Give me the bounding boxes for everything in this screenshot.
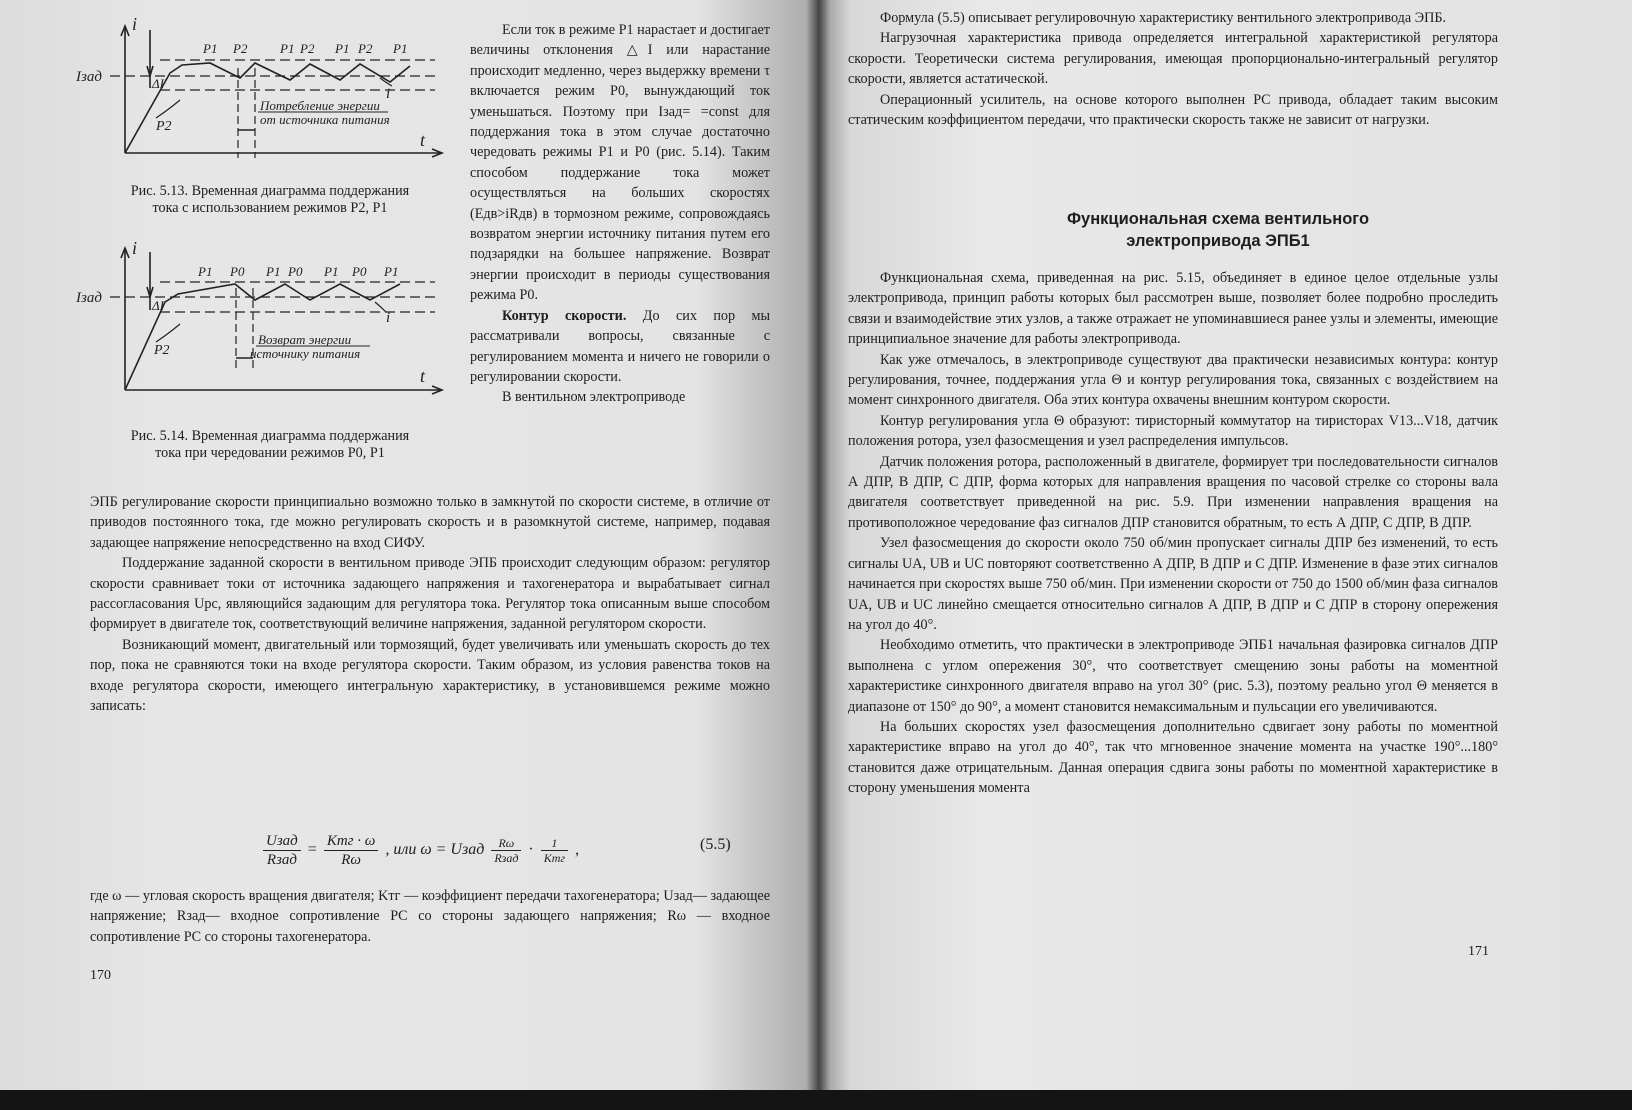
fig1-mode-5: P2 — [358, 41, 373, 56]
right-paragraph-6: Контур регулирования угла Θ образуют: тиристорный коммутатор на тиристорах V13...V18, датчик положения ротора, узел фазосмещения и узел распределения импульсов. — [848, 412, 1498, 450]
left-main-text — [90, 492, 770, 716]
right-top-text — [848, 8, 1498, 130]
fig2-annotation-line2: источнику питания — [250, 346, 361, 361]
fig2-annotation-line1: Возврат энергии — [258, 332, 352, 347]
fig2-i-zad-label: Iзад — [76, 290, 102, 306]
fig1-mode-2: P1 — [280, 41, 295, 56]
fig2-p2-label: P2 — [154, 343, 170, 358]
formula-rhs: $\frac{R\omega}{\text{Rзад}}$ — [491, 836, 521, 865]
right-paragraph-2: Нагрузочная характеристика привода определяется интегральной характеристикой регулятора скорости. Теоретически система регулирования, имеющая пропорционально-интегральный регулятор скорости, является астатической. — [848, 30, 1498, 88]
fig1-p2-label: P2 — [156, 119, 172, 134]
page-number-left: 170 — [90, 968, 111, 983]
formula-lhs: $\frac{\text{Uзад}}{\text{Rзад}}$ — [263, 832, 301, 869]
fig2-caption-line1: Рис. 5.14. Временная диаграмма поддержания — [130, 428, 410, 444]
right-paragraph-10: На больших скоростях узел фазосмещения дополнительно сдвигает зону работы по моментной характеристике вправо на угол до 40°, так что мгновенное значение момента на участке 190°...180° становится даже отрицательным. Данная операция сдвига зоны работы по моментной характеристике в сторону уменьшения момента — [848, 718, 1498, 797]
right-paragraph-8: Узел фазосмещения до скорости около 750 об/мин пропускает сигналы ДПР без изменений, то есть сигналы UA, UB и UC повторяют соответственно А ДПР, В ДПР и С ДПР. Изменение в фазе этих сигналов начинается при скоростях выше 750 об/мин. При изменении скорости от 750 до 1500 об/мин фаза сигналов UA, UB и UC линейно смещается относительно сигналов А ДПР, В ДПР и С ДПР в сторону опережения на угол до 40°. — [848, 535, 1498, 633]
fig1-mode-4: P1 — [335, 41, 350, 56]
section-heading-line1: Функциональная схема вентильного — [1066, 210, 1370, 228]
fig2-caption-line2: тока при чередовании режимов P0, P1 — [155, 445, 385, 461]
fig1-i-zad-label: Iзад — [76, 69, 102, 85]
fig2-delta-i-label: ΔI — [152, 298, 164, 313]
left-page — [0, 0, 818, 1090]
fig2-axis-i-label: i — [132, 240, 138, 258]
fig2-i-curve-label: i — [386, 310, 391, 326]
formula-number: (5.5) — [700, 836, 731, 853]
fig1-caption-line1: Рис. 5.13. Временная диаграмма поддержания — [130, 183, 410, 199]
left-main-text-2 — [90, 886, 770, 947]
fig1-annotation-line1: Потребление энергии — [260, 98, 380, 113]
formula-5-5: $\frac{\text{Uзад}}{\text{Rзад}}$ = $\frac{\text{Kтг · ω}}{R\omega}$ , или ω = Uзад $\frac{R\omega}{\text{Rзад}}$ · $\frac{1}{\text{Kтг}}$ , — [260, 832, 780, 878]
right-paragraph-1: Формула (5.5) описывает регулировочную характеристику вентильного электропривода ЭПБ. — [880, 10, 1447, 26]
right-paragraph-7: Датчик положения ротора, расположенный в двигателе, формирует три последовательности сигналов А ДПР, В ДПР, С ДПР, форма которых для направления вращения по часовой стрелке со стороны вала двигателя соответствует приведенной на рис. 5.9. При изменении направления вращения на противоположное чередование фаз сигналов ДПР становится обратным, то есть А ДПР, С ДПР, В ДПР. — [848, 453, 1498, 531]
right-page — [818, 0, 1632, 1090]
formula-dot: · — [528, 841, 534, 859]
main-paragraph-5: Возникающий момент, двигательный или тормозящий, будет увеличивать или уменьшать скорость до тех пор, пока не сравняются токи на входе регулятора скорости. Таким образом, из условия равенства токов на входе регулятора скорости, имеющего интегральную характеристику, в установившемся режиме можно записать: — [90, 636, 770, 715]
figure-5-14 — [70, 240, 460, 400]
section-heading-line2: электропривода ЭПБ1 — [1126, 232, 1310, 250]
fig2-mode-6: P1 — [384, 264, 399, 279]
fig2-mode-3: P0 — [288, 264, 303, 279]
page-number-right: 171 — [1468, 944, 1489, 959]
fig2-mode-1: P0 — [230, 264, 245, 279]
formula-comma: , — [575, 841, 580, 859]
figure-5-13 — [70, 18, 460, 178]
side-paragraph-2-text: До сих пор мы рассматривали вопросы, связанные с регулированием момента и ничего не говорили о регулировании скорости. — [470, 307, 771, 385]
side-paragraph-2 — [470, 306, 770, 388]
book-gutter — [806, 0, 830, 1110]
fig1-mode-1: P2 — [233, 41, 248, 56]
side-paragraph-3-start: В вентильном электроприводе — [502, 389, 686, 406]
fig1-caption-line2: тока с использованием режимов P2, P1 — [152, 200, 388, 216]
scan-bottom-edge — [0, 1090, 1632, 1110]
main-paragraph-3-cont: ЭПБ регулирование скорости принципиально возможно только в замкнутой по скорости системе, в отличие от приводов постоянного тока, где можно регулировать скорость и в разомкнутой системе, например, подавая задающее напряжение непосредственно на вход СИФУ. — [90, 494, 770, 551]
fig1-annotation-line2: от источника питания — [260, 112, 390, 127]
fig2-mode-0: P1 — [198, 264, 213, 279]
left-side-column — [470, 20, 770, 408]
right-main-text — [848, 268, 1498, 799]
fig1-mode-6: P1 — [393, 41, 408, 56]
fig1-axis-i-label: i — [132, 18, 138, 34]
figure-5-13-caption — [80, 183, 460, 217]
section-heading — [938, 208, 1498, 252]
fig2-mode-5: P0 — [352, 264, 367, 279]
fig1-axis-t-label: t — [420, 130, 426, 150]
fig1-mode-3: P2 — [300, 41, 315, 56]
fig2-axis-t-label: t — [420, 366, 426, 386]
fig1-mode-0: P1 — [203, 41, 218, 56]
right-paragraph-3: Операционный усилитель, на основе которого выполнен PC привода, обладает таким высоким статическим коэффициентом передачи, что практически скорость также не зависит от нагрузки. — [848, 91, 1498, 129]
right-paragraph-9: Необходимо отметить, что практически в электроприводе ЭПБ1 начальная фазировка сигналов ДПР выполнена с углом опережения 30°, что соответствует смещению зоны работы на моментной характеристике синхронного двигателя вправо на угол 30° (рис. 5.3), поэтому реально угол Θ меняется в диапазоне от 150° до 90°, а момент становится немаксимальным и пульсации его увеличиваются. — [848, 637, 1498, 715]
right-paragraph-5: Как уже отмечалось, в электроприводе существуют два практически независимых контура: контур регулирования, точнее, поддержания угла Θ и контур регулирования тока, связанных с воздействием на момент синхронного двигателя. Оба этих контура охвачены внешним контуром скорости. — [848, 351, 1498, 409]
main-paragraph-6: где ω — угловая скорость вращения двигателя; Kтг — коэффициент передачи тахогенератора; Uзад— задающее напряжение; Rзад— входное сопротивление PC со стороны задающего напряжения; Rω — входное сопротивление PC со стороны тахогенератора. — [90, 888, 770, 945]
fig1-i-curve-label: i — [386, 86, 391, 102]
fig2-mode-4: P1 — [324, 264, 339, 279]
main-paragraph-4: Поддержание заданной скорости в вентильном приводе ЭПБ происходит следующим образом: регулятор скорости сравнивает токи от источника задающего напряжения и тахогенератора и вырабатывает сигнал рассогласования Uрс, являющийся задающим для регулятора тока. Регулятор тока описанным выше способом формирует в двигателе ток, соответствующий величине напряжения, заданной регулятором скорости. — [90, 555, 770, 633]
formula-last: $\frac{1}{\text{Kтг}}$ — [541, 836, 568, 865]
figure-5-14-caption — [80, 428, 460, 462]
right-paragraph-4: Функциональная схема, приведенная на рис. 5.15, объединяет в единое целое отдельные узлы электропривода, принцип работы которых был рассмотрен выше, позволяет более подробно проследить связи и взаимодействие этих узлов, а также отражает не упоминавшиеся ранее узлы и элементы, имеющие принципиальное значение для работы электропривода. — [848, 270, 1498, 348]
fig2-mode-2: P1 — [266, 264, 281, 279]
speed-contour-heading: Контур скорости. — [502, 307, 627, 324]
formula-mid: $\frac{\text{Kтг · ω}}{R\omega}$ — [324, 832, 379, 869]
side-paragraph-1: Если ток в режиме P1 нарастает и достигает величины отклонения △I или нарастание происходит медленно, через выдержку времени τ включается режим P0, вынуждающий ток уменьшаться. Поэтому при Iзад= =const для поддержания тока в этом случае достаточно чередовать режимы P1 и P0 (рис. 5.14). Таким способом поддержание тока может осуществляться на больших скоростях (Eдв>iRдв) в тормозном режиме, сопровождаясь возвратом энергии источнику питания путем его подзарядки на большее напряжение. Возврат энергии происходит в периоды существования режима P0. — [470, 22, 770, 304]
formula-or-text: , или ω = Uзад — [385, 841, 485, 859]
fig1-delta-i-label: ΔI — [152, 76, 164, 91]
